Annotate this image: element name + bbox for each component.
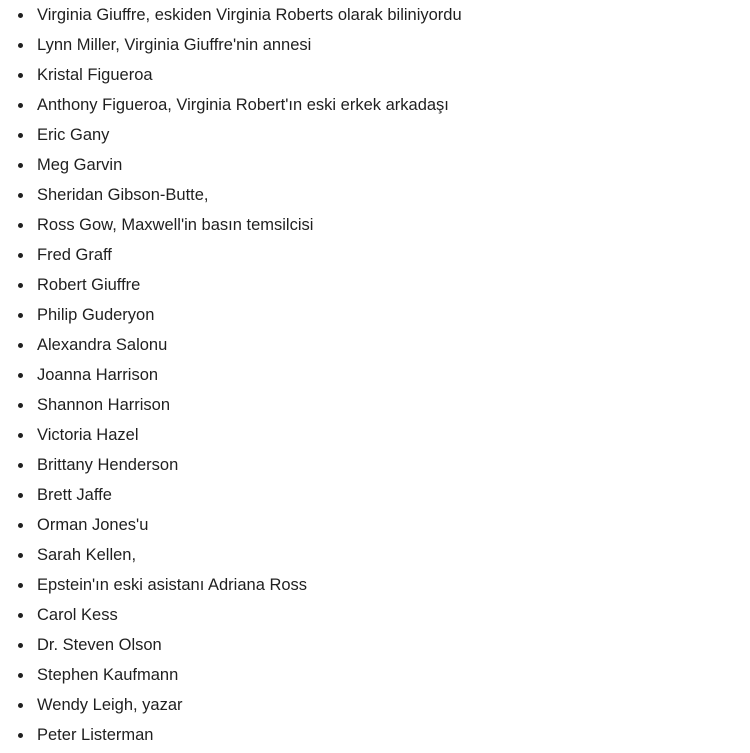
list-item-text: Wendy Leigh, yazar — [37, 696, 183, 714]
list-item — [0, 180, 740, 210]
bullet-icon — [18, 703, 23, 708]
bullet-icon — [18, 523, 23, 528]
list-item-text: Ross Gow, Maxwell'in basın temsilcisi — [37, 216, 314, 234]
list-item-text: Robert Giuffre — [37, 276, 141, 294]
list-item — [0, 420, 740, 450]
bullet-icon — [18, 583, 23, 588]
list-item — [0, 360, 740, 390]
bullet-icon — [18, 433, 23, 438]
list-item — [0, 270, 740, 300]
bullet-icon — [18, 13, 23, 18]
bullet-icon — [18, 613, 23, 618]
bullet-icon — [18, 163, 23, 168]
list-item-text: Lynn Miller, Virginia Giuffre'nin annesi — [37, 36, 312, 54]
list-item — [0, 330, 740, 360]
list-item-text: Orman Jones'u — [37, 516, 149, 534]
bullet-icon — [18, 733, 23, 738]
list-item — [0, 540, 740, 570]
list-item-text: Epstein'ın eski asistanı Adriana Ross — [37, 576, 308, 594]
list-item — [0, 570, 740, 600]
list-item — [0, 240, 740, 270]
list-item — [0, 60, 740, 90]
bullet-icon — [18, 403, 23, 408]
list-item — [0, 390, 740, 420]
list-item-text: Virginia Giuffre, eskiden Virginia Roberts olarak biliniyordu — [37, 6, 462, 24]
bullet-icon — [18, 373, 23, 378]
bullet-icon — [18, 223, 23, 228]
list-item — [0, 90, 740, 120]
bullet-icon — [18, 193, 23, 198]
bullet-icon — [18, 133, 23, 138]
list-item — [0, 720, 740, 750]
list-item-text: Sarah Kellen, — [37, 546, 137, 564]
list-item — [0, 600, 740, 630]
list-item-text: Stephen Kaufmann — [37, 666, 179, 684]
bullet-icon — [18, 673, 23, 678]
list-item — [0, 450, 740, 480]
bullet-icon — [18, 73, 23, 78]
list-item-text: Eric Gany — [37, 126, 110, 144]
list-item-text: Victoria Hazel — [37, 426, 139, 444]
list-item — [0, 120, 740, 150]
list-item — [0, 630, 740, 660]
list-item-text: Sheridan Gibson-Butte, — [37, 186, 209, 204]
list-item — [0, 690, 740, 720]
bullet-icon — [18, 313, 23, 318]
bullet-icon — [18, 43, 23, 48]
list-item-text: Kristal Figueroa — [37, 66, 153, 84]
bullet-icon — [18, 283, 23, 288]
list-item-text: Dr. Steven Olson — [37, 636, 162, 654]
bullet-icon — [18, 493, 23, 498]
bullet-icon — [18, 343, 23, 348]
list-item-text: Anthony Figueroa, Virginia Robert'ın eski erkek arkadaşı — [37, 96, 449, 114]
list-item — [0, 0, 740, 30]
list-item — [0, 300, 740, 330]
list-item-text: Brittany Henderson — [37, 456, 179, 474]
list-item-text: Carol Kess — [37, 606, 118, 624]
bullet-icon — [18, 643, 23, 648]
bullet-icon — [18, 463, 23, 468]
list-item-text: Brett Jaffe — [37, 486, 112, 504]
list-item-text: Meg Garvin — [37, 156, 123, 174]
list-item — [0, 30, 740, 60]
list-item — [0, 510, 740, 540]
bullet-icon — [18, 253, 23, 258]
list-item — [0, 210, 740, 240]
list-item-text: Shannon Harrison — [37, 396, 170, 414]
list-item-text: Joanna Harrison — [37, 366, 159, 384]
list-item-text: Alexandra Salonu — [37, 336, 168, 354]
list-item — [0, 660, 740, 690]
list-item — [0, 480, 740, 510]
bullet-icon — [18, 553, 23, 558]
list-item-text: Fred Graff — [37, 246, 112, 264]
list-item-text: Peter Listerman — [37, 726, 154, 744]
list-item — [0, 150, 740, 180]
list-item-text: Philip Guderyon — [37, 306, 155, 324]
bullet-icon — [18, 103, 23, 108]
